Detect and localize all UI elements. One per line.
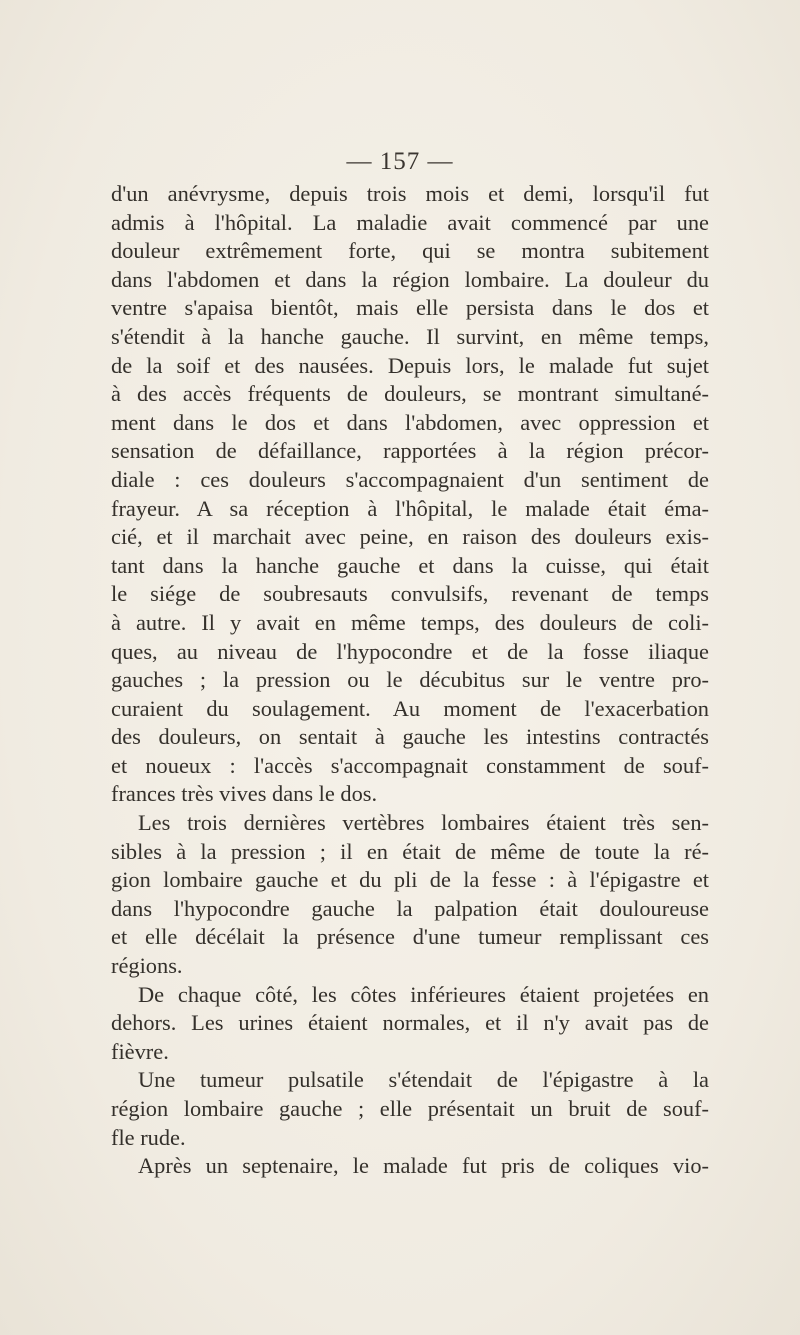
text-line: douleur extrêmement forte, qui se montra subitement (111, 238, 709, 264)
text-line: dans l'abdomen et dans la région lombaire. La douleur du (111, 266, 709, 292)
text-line: frayeur. A sa réception à l'hôpital, le malade était éma- (111, 495, 709, 521)
text-line: De chaque côté, les côtes inférieures étaient projetées en (138, 981, 709, 1007)
text-line: sensation de défaillance, rapportées à la région précor- (111, 438, 709, 464)
text-line: ventre s'apaisa bientôt, mais elle persista dans le dos et (111, 295, 709, 321)
text-line: fle rude. (111, 1124, 186, 1150)
body-text (111, 180, 709, 1181)
text-line: le siége de soubresauts convulsifs, revenant de temps (111, 581, 709, 607)
text-line: diale : ces douleurs s'accompagnaient d'un sentiment de (111, 466, 709, 492)
text-line: admis à l'hôpital. La maladie avait commencé par une (111, 209, 709, 235)
text-line: des douleurs, on sentait à gauche les intestins contractés (111, 724, 709, 750)
text-line: curaient du soulagement. Au moment de l'exacerbation (111, 695, 709, 721)
text-line: région lombaire gauche ; elle présentait un bruit de souf- (111, 1096, 709, 1121)
text-line: de la soif et des nausées. Depuis lors, le malade fut sujet (111, 352, 709, 378)
text-line: à des accès fréquents de douleurs, se montrant simultané- (111, 381, 709, 407)
text-line: fièvre. (111, 1038, 169, 1064)
text-line: Les trois dernières vertèbres lombaires étaient très sen- (138, 810, 709, 836)
text-line: dans l'hypocondre gauche la palpation était douloureuse (111, 895, 709, 921)
text-line: à autre. Il y avait en même temps, des douleurs de coli- (111, 609, 709, 635)
text-line: gauches ; la pression ou le décubitus sur le ventre pro- (111, 667, 709, 693)
text-line: ment dans le dos et dans l'abdomen, avec oppression et (111, 409, 709, 435)
text-line: dehors. Les urines étaient normales, et il n'y avait pas de (111, 1010, 709, 1036)
text-line: tant dans la hanche gauche et dans la cuisse, qui était (111, 552, 709, 578)
text-line: cié, et il marchait avec peine, en raison des douleurs exis- (111, 524, 709, 550)
text-line: et elle décélait la présence d'une tumeur remplissant ces (111, 924, 709, 950)
text-line: sibles à la pression ; il en était de même de toute la ré- (111, 838, 709, 864)
text-line: d'un anévrysme, depuis trois mois et demi, lorsqu'il fut (111, 181, 709, 206)
text-line: gion lombaire gauche et du pli de la fesse : à l'épigastre et (111, 867, 709, 893)
text-line: Une tumeur pulsatile s'étendait de l'épigastre à la (138, 1067, 709, 1093)
text-line: frances très vives dans le dos. (111, 781, 378, 807)
text-line: Après un septenaire, le malade fut pris de coliques vio- (138, 1153, 709, 1179)
text-line: et noueux : l'accès s'accompagnait constamment de souf- (111, 752, 709, 778)
text-line: régions. (111, 953, 183, 979)
text-line: ques, au niveau de l'hypocondre et de la fosse iliaque (111, 638, 709, 664)
page-number: — 157 — (346, 148, 454, 175)
text-line: s'étendit à la hanche gauche. Il survint, en même temps, (111, 323, 709, 349)
